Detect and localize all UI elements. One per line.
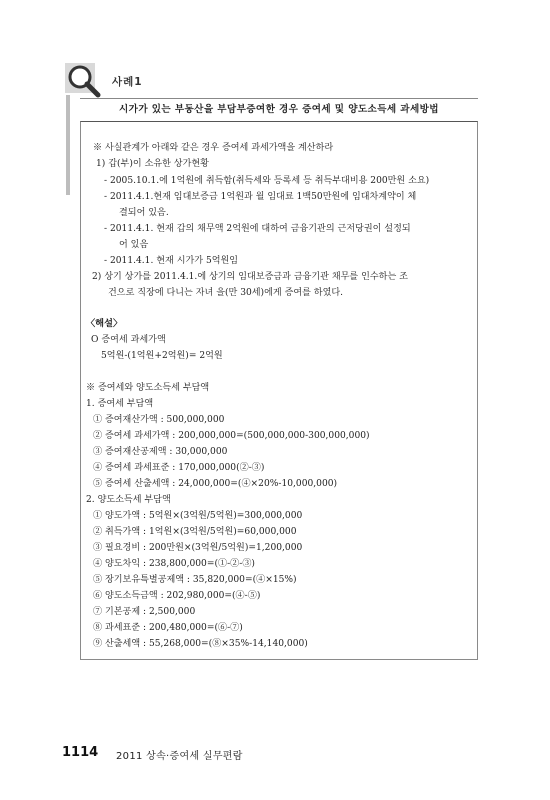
gift-tax-item: ⑤ 증여세 산출세액 : 24,000,000=(④×20%-10,000,000) <box>93 479 338 489</box>
transfer-tax-item: ⑥ 양도소득금액 : 202,980,000=(④-⑤) <box>93 591 261 601</box>
transfer-tax-item: ⑤ 장기보유특별공제액 : 35,820,000=(④×15%) <box>93 575 297 585</box>
gift-tax-item: ③ 증여재산공제액 : 30,000,000 <box>93 447 228 457</box>
transfer-tax-title: 2. 양도소득세 부담액 <box>86 495 171 505</box>
case-title: 시가가 있는 부동산을 부담부증여한 경우 증여세 및 양도소득세 과세방법 <box>119 104 439 115</box>
header-rule <box>80 98 478 99</box>
gift-tax-item: ① 증여재산가액 : 500,000,000 <box>93 415 225 425</box>
facts-item-1: 1) 갑(부)이 소유한 상가현황 <box>96 159 209 169</box>
facts-line: 결되어 있음. <box>119 208 169 218</box>
explanation-heading: 〈해설〉 <box>86 318 123 329</box>
facts-line: - 2011.4.1. 현재 갑의 채무액 2억원에 대하여 금융기관의 근저당권이 설정되 <box>104 224 411 234</box>
gift-tax-title: 1. 증여세 부담액 <box>86 399 154 409</box>
facts-line: 어 있음 <box>119 240 149 250</box>
page-number: 1114 <box>62 745 99 760</box>
facts-line: - 2005.10.1.에 1억원에 취득함(취득세와 등록세 등 취득부대비용 200만원 소요) <box>104 176 430 186</box>
facts-line: 건으로 직장에 다니는 자녀 을(만 30세)에게 증여를 하였다. <box>108 288 344 298</box>
transfer-tax-item: ⑦ 기본공제 : 2,500,000 <box>93 607 196 617</box>
transfer-tax-item: ⑨ 산출세액 : 55,268,000=(⑧×35%-14,140,000) <box>93 639 308 649</box>
transfer-tax-item: ⑧ 과세표준 : 200,480,000=(⑥-⑦) <box>93 623 243 633</box>
tax-section-title: ※ 증여세와 양도소득세 부담액 <box>86 383 210 393</box>
magnifier-icon <box>63 60 103 100</box>
side-accent-bar <box>66 95 70 195</box>
gift-tax-item: ④ 증여세 과세표준 : 170,000,000(②-③) <box>93 463 265 473</box>
gift-tax-base-label: O 증여세 과세가액 <box>91 335 166 345</box>
facts-line: - 2011.4.1. 현재 시가가 5억원임 <box>104 256 239 266</box>
book-title: 2011 상속·증여세 실무편람 <box>116 751 243 762</box>
case-label: 사례1 <box>112 76 143 88</box>
facts-instruction: ※ 사실관계가 아래와 같은 경우 증여세 과세가액을 계산하라 <box>93 143 334 153</box>
transfer-tax-item: ④ 양도차익 : 238,800,000=(①-②-③) <box>93 559 255 569</box>
transfer-tax-item: ② 취득가액 : 1억원×(3억원/5억원)=60,000,000 <box>93 527 297 537</box>
transfer-tax-item: ① 양도가액 : 5억원×(3억원/5억원)=300,000,000 <box>93 511 303 521</box>
transfer-tax-item: ③ 필요경비 : 200만원×(3억원/5억원)=1,200,000 <box>93 543 303 553</box>
gift-tax-base-value: 5억원-(1억원+2억원)= 2억원 <box>101 351 223 361</box>
facts-line: - 2011.4.1.현재 임대보증금 1억원과 월 임대료 1백50만원에 임대차계약이 체 <box>104 192 417 202</box>
facts-item-2: 2) 상기 상가를 2011.4.1.에 상기의 임대보증금과 금융기관 채무를 인수하는 조 <box>92 272 408 282</box>
gift-tax-item: ② 증여세 과세가액 : 200,000,000=(500,000,000-300,000,000) <box>93 431 370 441</box>
